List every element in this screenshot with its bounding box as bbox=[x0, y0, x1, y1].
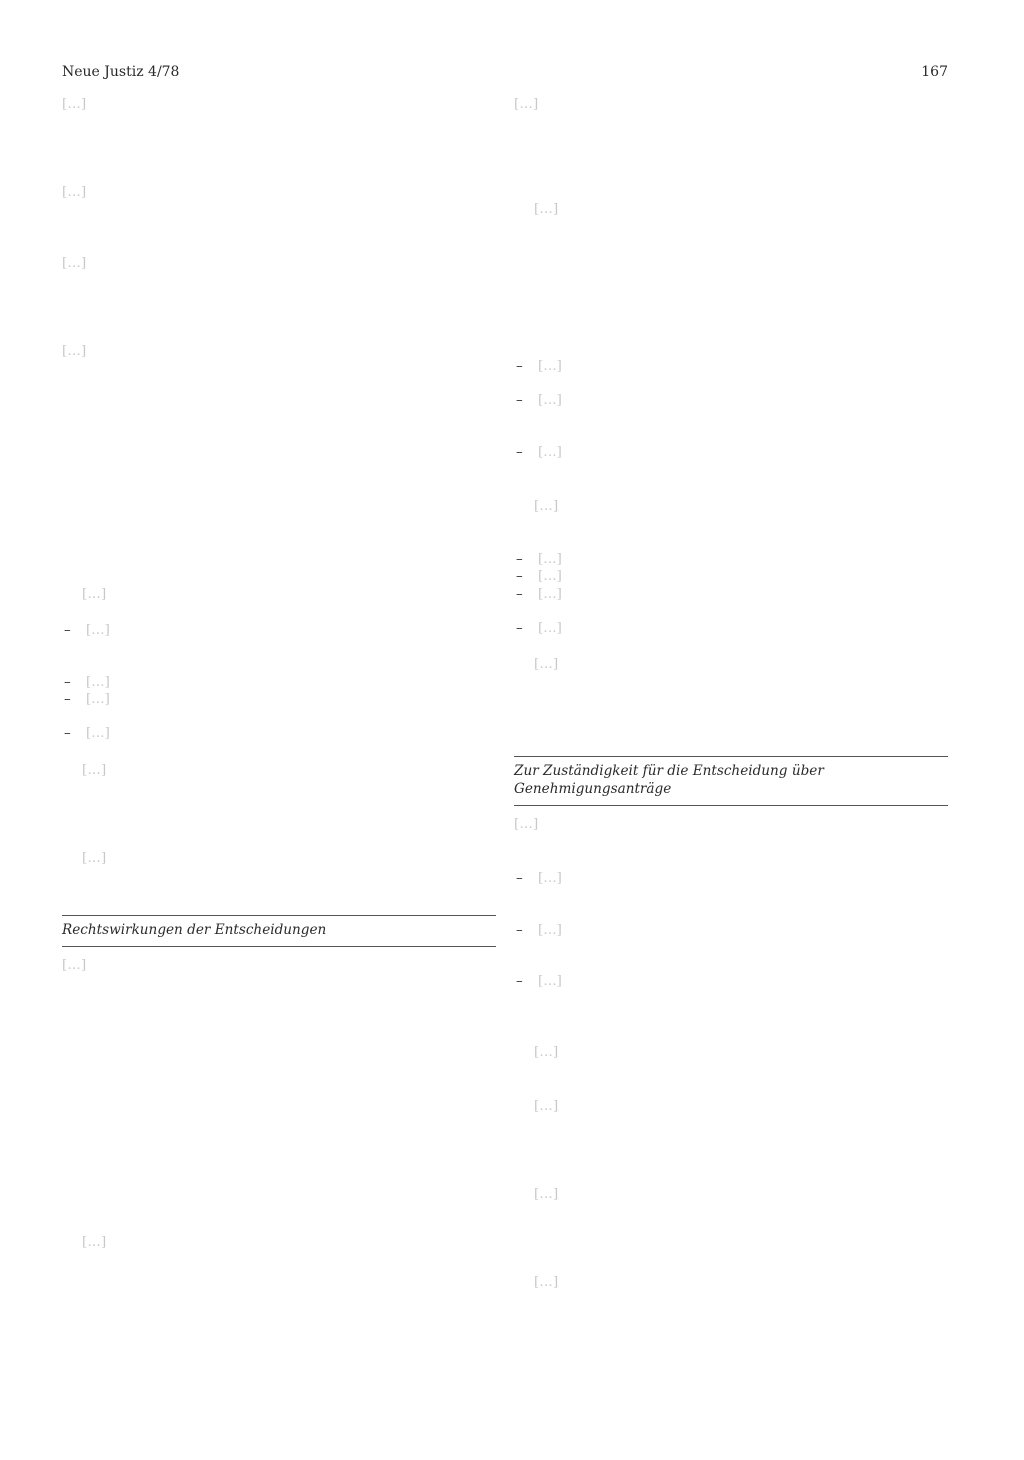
list-dash: – bbox=[516, 922, 523, 938]
paragraph: […] bbox=[534, 1274, 559, 1290]
list-item bbox=[514, 620, 948, 654]
paragraph: […] bbox=[534, 1098, 559, 1114]
list-dash: – bbox=[516, 620, 523, 636]
paragraph: […] bbox=[514, 97, 539, 112]
list-dash: – bbox=[64, 691, 71, 707]
list-item-text: […] bbox=[538, 552, 562, 568]
left-column bbox=[62, 96, 496, 1460]
list-item bbox=[62, 622, 496, 674]
section-heading: Zur Zuständigkeit für die Entscheidung über Genehmigungsanträge bbox=[514, 763, 824, 798]
list-item-text: […] bbox=[538, 922, 562, 938]
bullet-list bbox=[514, 551, 948, 654]
list-dash: – bbox=[516, 552, 523, 568]
list-item bbox=[514, 444, 948, 496]
list-item-text: […] bbox=[538, 620, 562, 636]
section-heading-block bbox=[62, 915, 496, 947]
bullet-list bbox=[62, 622, 496, 760]
list-item-text: […] bbox=[86, 691, 110, 707]
list-item bbox=[514, 551, 948, 568]
list-item-text: […] bbox=[86, 674, 110, 690]
list-item-text: […] bbox=[538, 444, 562, 460]
paragraph: […] bbox=[534, 1044, 559, 1060]
paragraph: […] bbox=[82, 850, 107, 866]
list-dash: – bbox=[64, 674, 71, 690]
list-item bbox=[514, 586, 948, 620]
bullet-list bbox=[514, 358, 948, 496]
list-item bbox=[514, 568, 948, 585]
list-item bbox=[62, 691, 496, 725]
paragraph: […] bbox=[534, 498, 559, 514]
list-dash: – bbox=[516, 358, 523, 374]
list-dash: – bbox=[516, 569, 523, 585]
list-item-text: […] bbox=[538, 358, 562, 374]
list-item bbox=[514, 922, 948, 974]
paragraph: […] bbox=[534, 1186, 559, 1202]
bullet-list bbox=[514, 870, 948, 1042]
list-item-text: […] bbox=[538, 870, 562, 886]
list-dash: – bbox=[64, 726, 71, 742]
paragraph: […] bbox=[534, 657, 559, 673]
paragraph: […] bbox=[62, 958, 87, 974]
list-item-text: […] bbox=[538, 974, 562, 990]
paragraph: […] bbox=[62, 185, 87, 200]
list-item bbox=[514, 392, 948, 444]
list-item-text: […] bbox=[538, 569, 562, 585]
list-dash: – bbox=[516, 974, 523, 990]
paragraph: […] bbox=[62, 97, 87, 112]
list-item bbox=[514, 870, 948, 922]
journal-title: Neue Justiz 4/78 bbox=[62, 64, 180, 80]
list-item-text: […] bbox=[538, 586, 562, 602]
right-column bbox=[514, 96, 948, 1379]
paragraph: […] bbox=[82, 1235, 107, 1251]
section-heading: Rechtswirkungen der Entscheidungen bbox=[62, 922, 327, 939]
list-dash: – bbox=[64, 622, 71, 638]
list-dash: – bbox=[516, 444, 523, 460]
list-item bbox=[62, 725, 496, 759]
paragraph: […] bbox=[514, 817, 539, 833]
paragraph: […] bbox=[82, 762, 107, 778]
list-dash: – bbox=[516, 586, 523, 602]
list-dash: – bbox=[516, 870, 523, 886]
list-item bbox=[514, 973, 948, 1042]
list-item-text: […] bbox=[86, 622, 110, 638]
paragraph: […] bbox=[534, 202, 559, 218]
list-item bbox=[514, 358, 948, 392]
paragraph: […] bbox=[62, 343, 87, 359]
paragraph: […] bbox=[82, 586, 107, 602]
list-item-text: […] bbox=[538, 393, 562, 409]
paragraph: […] bbox=[62, 255, 87, 271]
list-item bbox=[62, 674, 496, 691]
list-item-text: […] bbox=[86, 726, 110, 742]
section-heading-block bbox=[514, 756, 948, 806]
page-number: 167 bbox=[921, 64, 948, 80]
running-header bbox=[62, 64, 948, 84]
list-dash: – bbox=[516, 393, 523, 409]
